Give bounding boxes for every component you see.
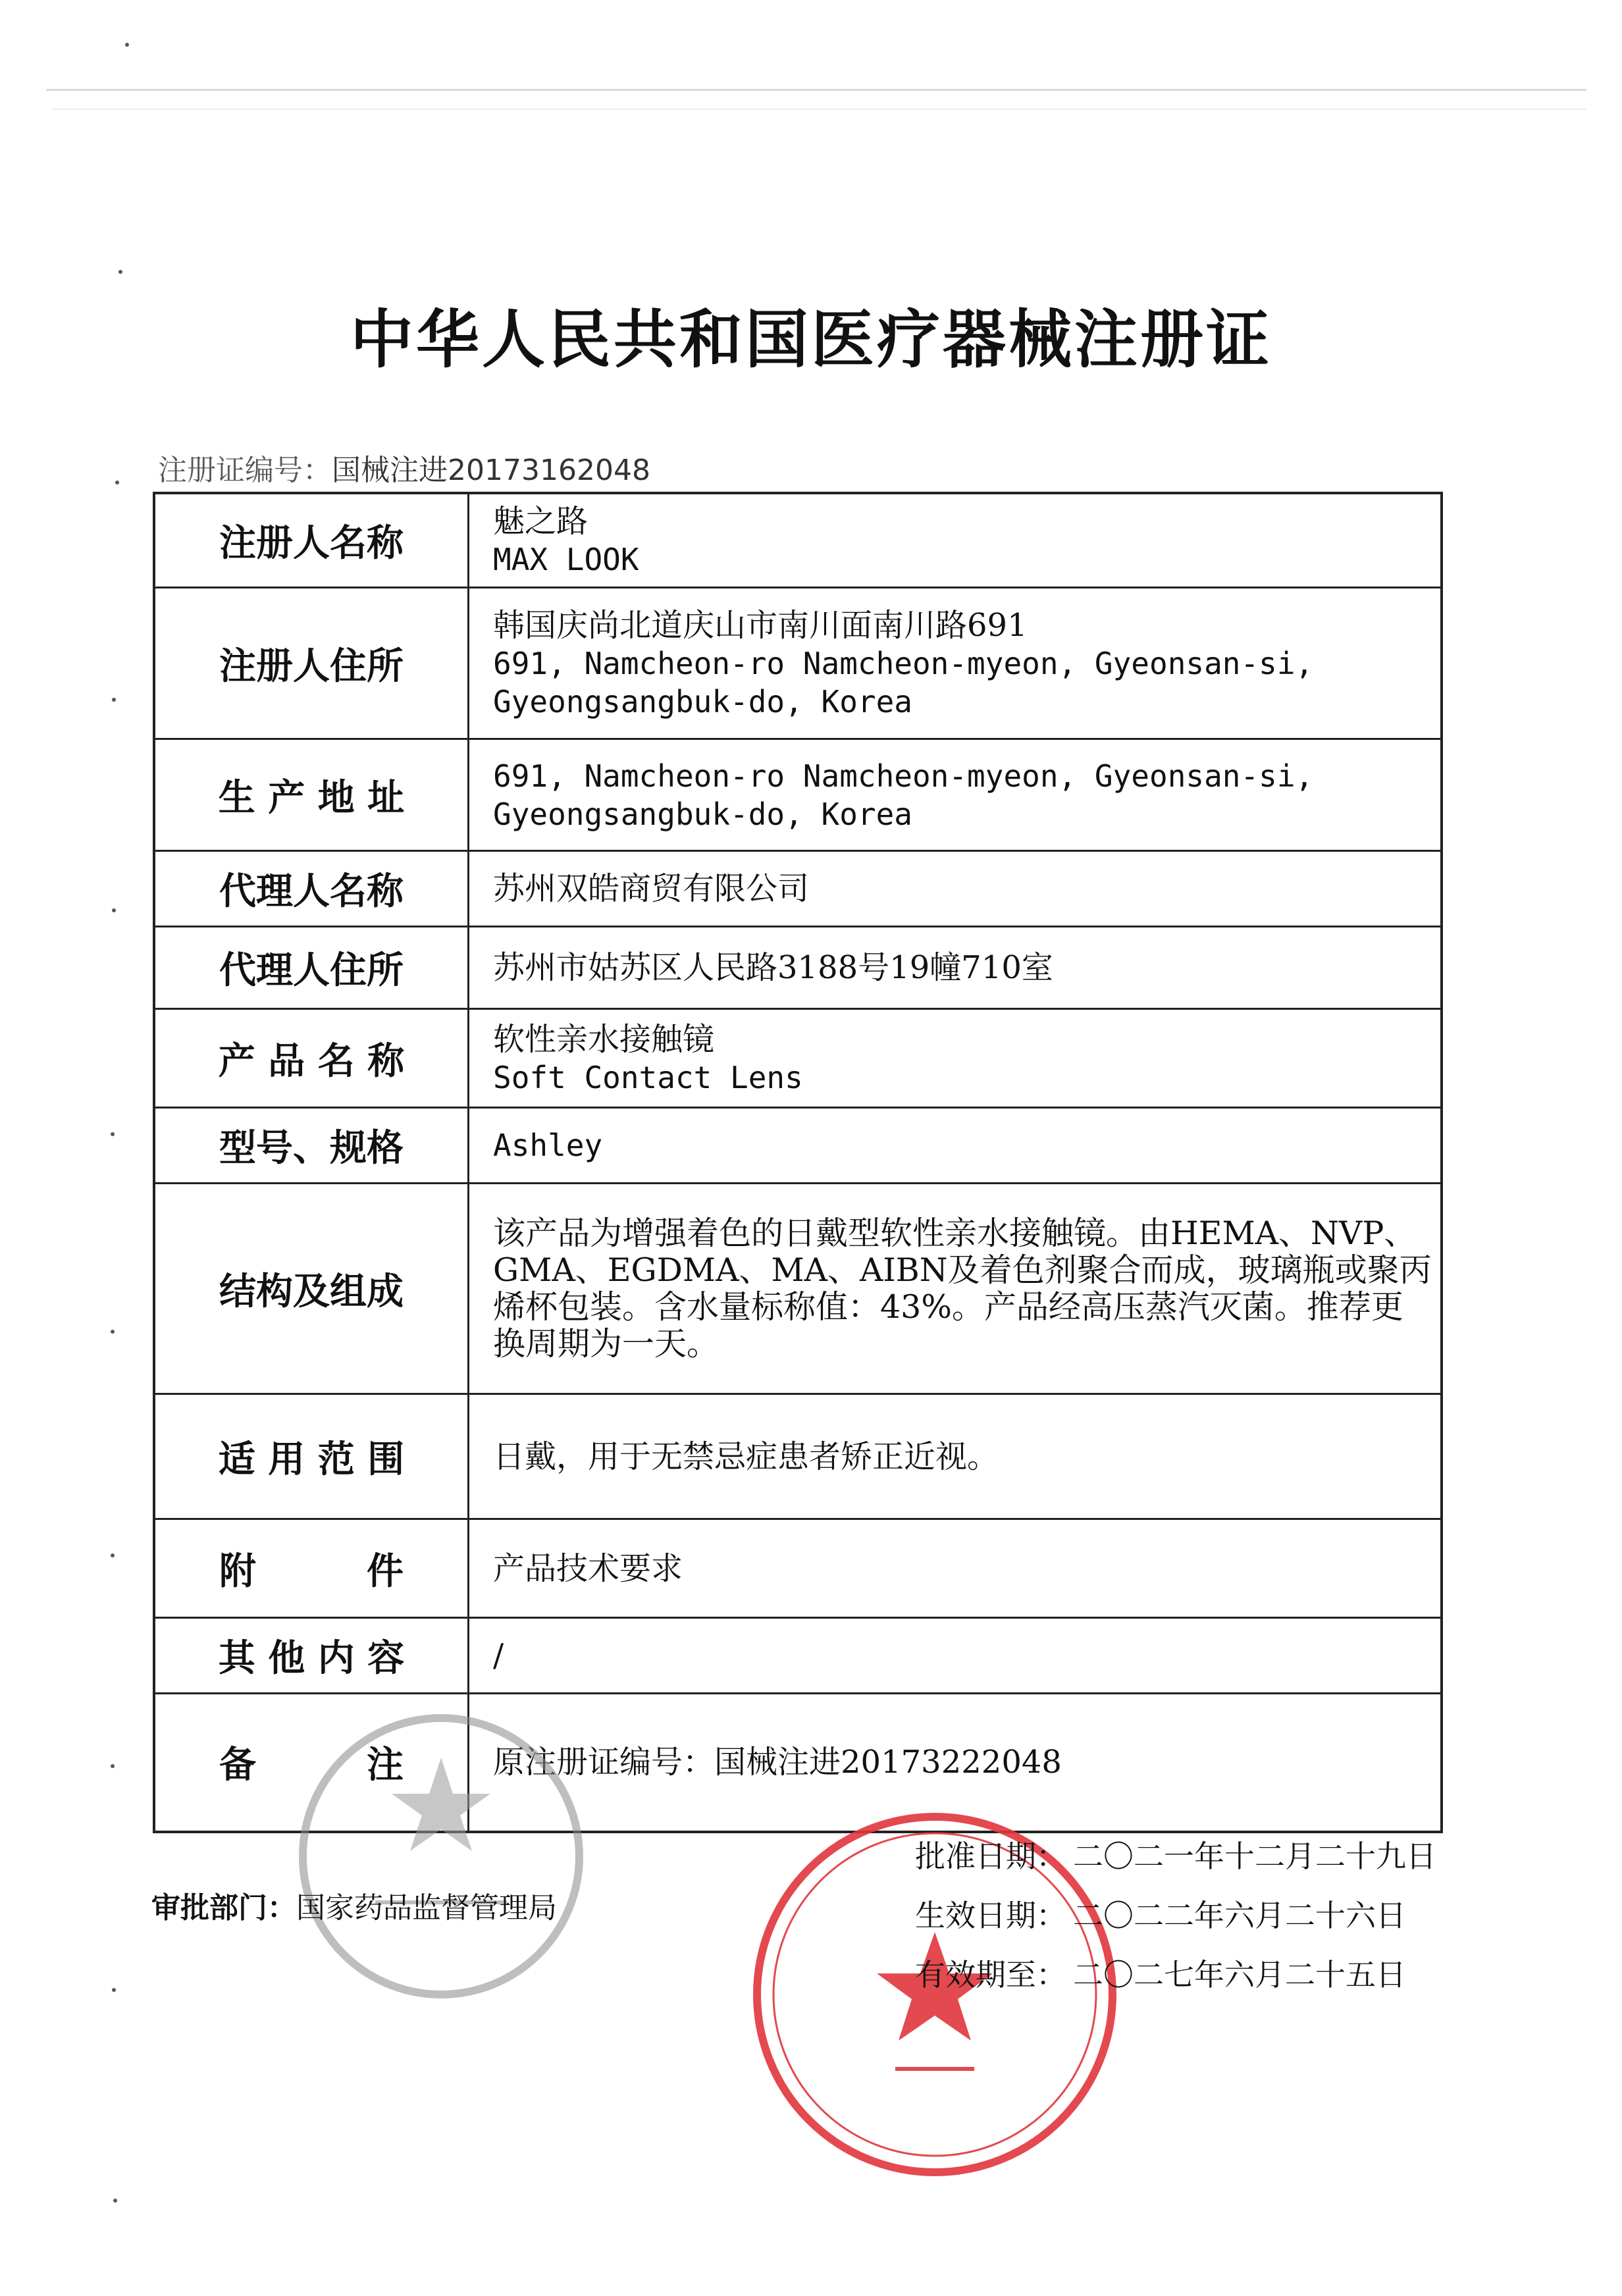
value-line: Ashley: [493, 1128, 603, 1163]
row-value: [469, 851, 1442, 927]
approval-date-label: 批准日期：: [915, 1839, 1066, 1874]
value-line: 691, Namcheon-ro Namcheon-myeon, Gyeonsan-si,: [493, 645, 1314, 681]
scan-speck: [115, 481, 119, 484]
row-label: 生 产 地 址: [154, 739, 469, 851]
value-line: 韩国庆尚北道庆山市南川面南川路691: [493, 606, 1028, 644]
row-label: 注册人住所: [154, 588, 469, 739]
registration-table: [153, 492, 1443, 1833]
valid-date-row: [915, 1945, 1436, 2004]
scan-speck: [125, 43, 129, 47]
table-row: [154, 739, 1442, 851]
table-row: [154, 851, 1442, 927]
value-line: Soft Contact Lens: [493, 1059, 803, 1095]
row-label: 适 用 范 围: [154, 1394, 469, 1519]
table-row: [154, 1519, 1442, 1618]
value-line: 苏州市姑苏区人民路3188号19幢710室: [493, 949, 1053, 986]
value-line: Gyeongsangbuk-do, Korea: [493, 683, 912, 719]
value-line: MAX LOOK: [493, 542, 639, 577]
dept-label: 审批部门：: [151, 1891, 296, 1925]
scan-speck: [111, 1132, 115, 1136]
certificate-number: [158, 446, 650, 488]
row-label: 代理人住所: [154, 927, 469, 1009]
row-value: [469, 1618, 1442, 1694]
effective-date-row: [915, 1886, 1436, 1945]
effective-date-value: 二〇二二年六月二十六日: [1073, 1898, 1406, 1933]
scan-speck: [111, 1764, 115, 1768]
value-paragraph: 该产品为增强着色的日戴型软性亲水接触镜。由HEMA、NVP、GMA、EGDMA、MA、AIBN及着色剂聚合而成，玻璃瓶或聚丙烯杯包装。含水量标称值：43%。产品经高压蒸汽灭菌。推荐更换周期为一天。: [493, 1214, 1432, 1363]
scan-speck: [112, 698, 116, 702]
row-label: 注册人名称: [154, 493, 469, 588]
row-label: 型号、规格: [154, 1108, 469, 1184]
row-value: [469, 493, 1442, 588]
approval-date-row: [915, 1827, 1436, 1886]
scan-speck: [118, 270, 122, 274]
table-row: [154, 1394, 1442, 1519]
row-value: [469, 1394, 1442, 1519]
table-row: [154, 1184, 1442, 1394]
scan-speck: [111, 1553, 115, 1557]
row-label: 附 件: [154, 1519, 469, 1618]
approval-department: [151, 1884, 557, 1926]
certificate-number-label: 注册证编号：: [158, 454, 332, 487]
value-line: 魅之路: [493, 503, 589, 540]
row-value: [469, 1519, 1442, 1618]
valid-date-label: 有效期至：: [915, 1957, 1066, 1993]
certificate-number-value: 国械注进20173162048: [332, 454, 650, 487]
official-seal-grey: [290, 1705, 592, 2008]
row-label: 备 注: [154, 1694, 469, 1832]
table-row: [154, 588, 1442, 739]
scan-edge-line-2: [53, 109, 1586, 110]
scan-speck: [111, 1330, 115, 1334]
table-row: [154, 1108, 1442, 1184]
scan-speck: [112, 1988, 116, 1992]
value-line: 691, Namcheon-ro Namcheon-myeon, Gyeonsan-si,: [493, 758, 1314, 794]
table-row: [154, 1009, 1442, 1108]
row-value: [469, 927, 1442, 1009]
value-line: 苏州双皓商贸有限公司: [493, 870, 810, 907]
value-line: Gyeongsangbuk-do, Korea: [493, 796, 912, 832]
scan-edge-line: [46, 89, 1586, 91]
table-row: [154, 493, 1442, 588]
scan-speck: [113, 2199, 117, 2203]
table-row: [154, 1618, 1442, 1694]
row-value: [469, 739, 1442, 851]
value-line: 日戴，用于无禁忌症患者矫正近视。: [493, 1438, 999, 1475]
table-row: [154, 927, 1442, 1009]
value-line: 软性亲水接触镜: [493, 1020, 715, 1058]
row-label: 产 品 名 称: [154, 1009, 469, 1108]
row-value: [469, 1184, 1442, 1394]
valid-date-value: 二〇二七年六月二十五日: [1073, 1957, 1406, 1993]
scan-speck: [112, 908, 116, 912]
dept-value: 国家药品监督管理局: [296, 1891, 557, 1925]
row-label: 其 他 内 容: [154, 1618, 469, 1694]
value-line: 原注册证编号：国械注进20173222048: [493, 1744, 1062, 1781]
approval-date-value: 二〇二一年十二月二十九日: [1073, 1839, 1436, 1874]
value-line: 产品技术要求: [493, 1550, 683, 1587]
document-title: 中华人民共和国医疗器械注册证: [350, 303, 1272, 377]
row-value: [469, 1108, 1442, 1184]
value-line: /: [493, 1637, 504, 1674]
date-block: [915, 1827, 1436, 2004]
row-label: 代理人名称: [154, 851, 469, 927]
row-label: 结构及组成: [154, 1184, 469, 1394]
row-value: [469, 588, 1442, 739]
effective-date-label: 生效日期：: [915, 1898, 1066, 1933]
row-value: [469, 1009, 1442, 1108]
